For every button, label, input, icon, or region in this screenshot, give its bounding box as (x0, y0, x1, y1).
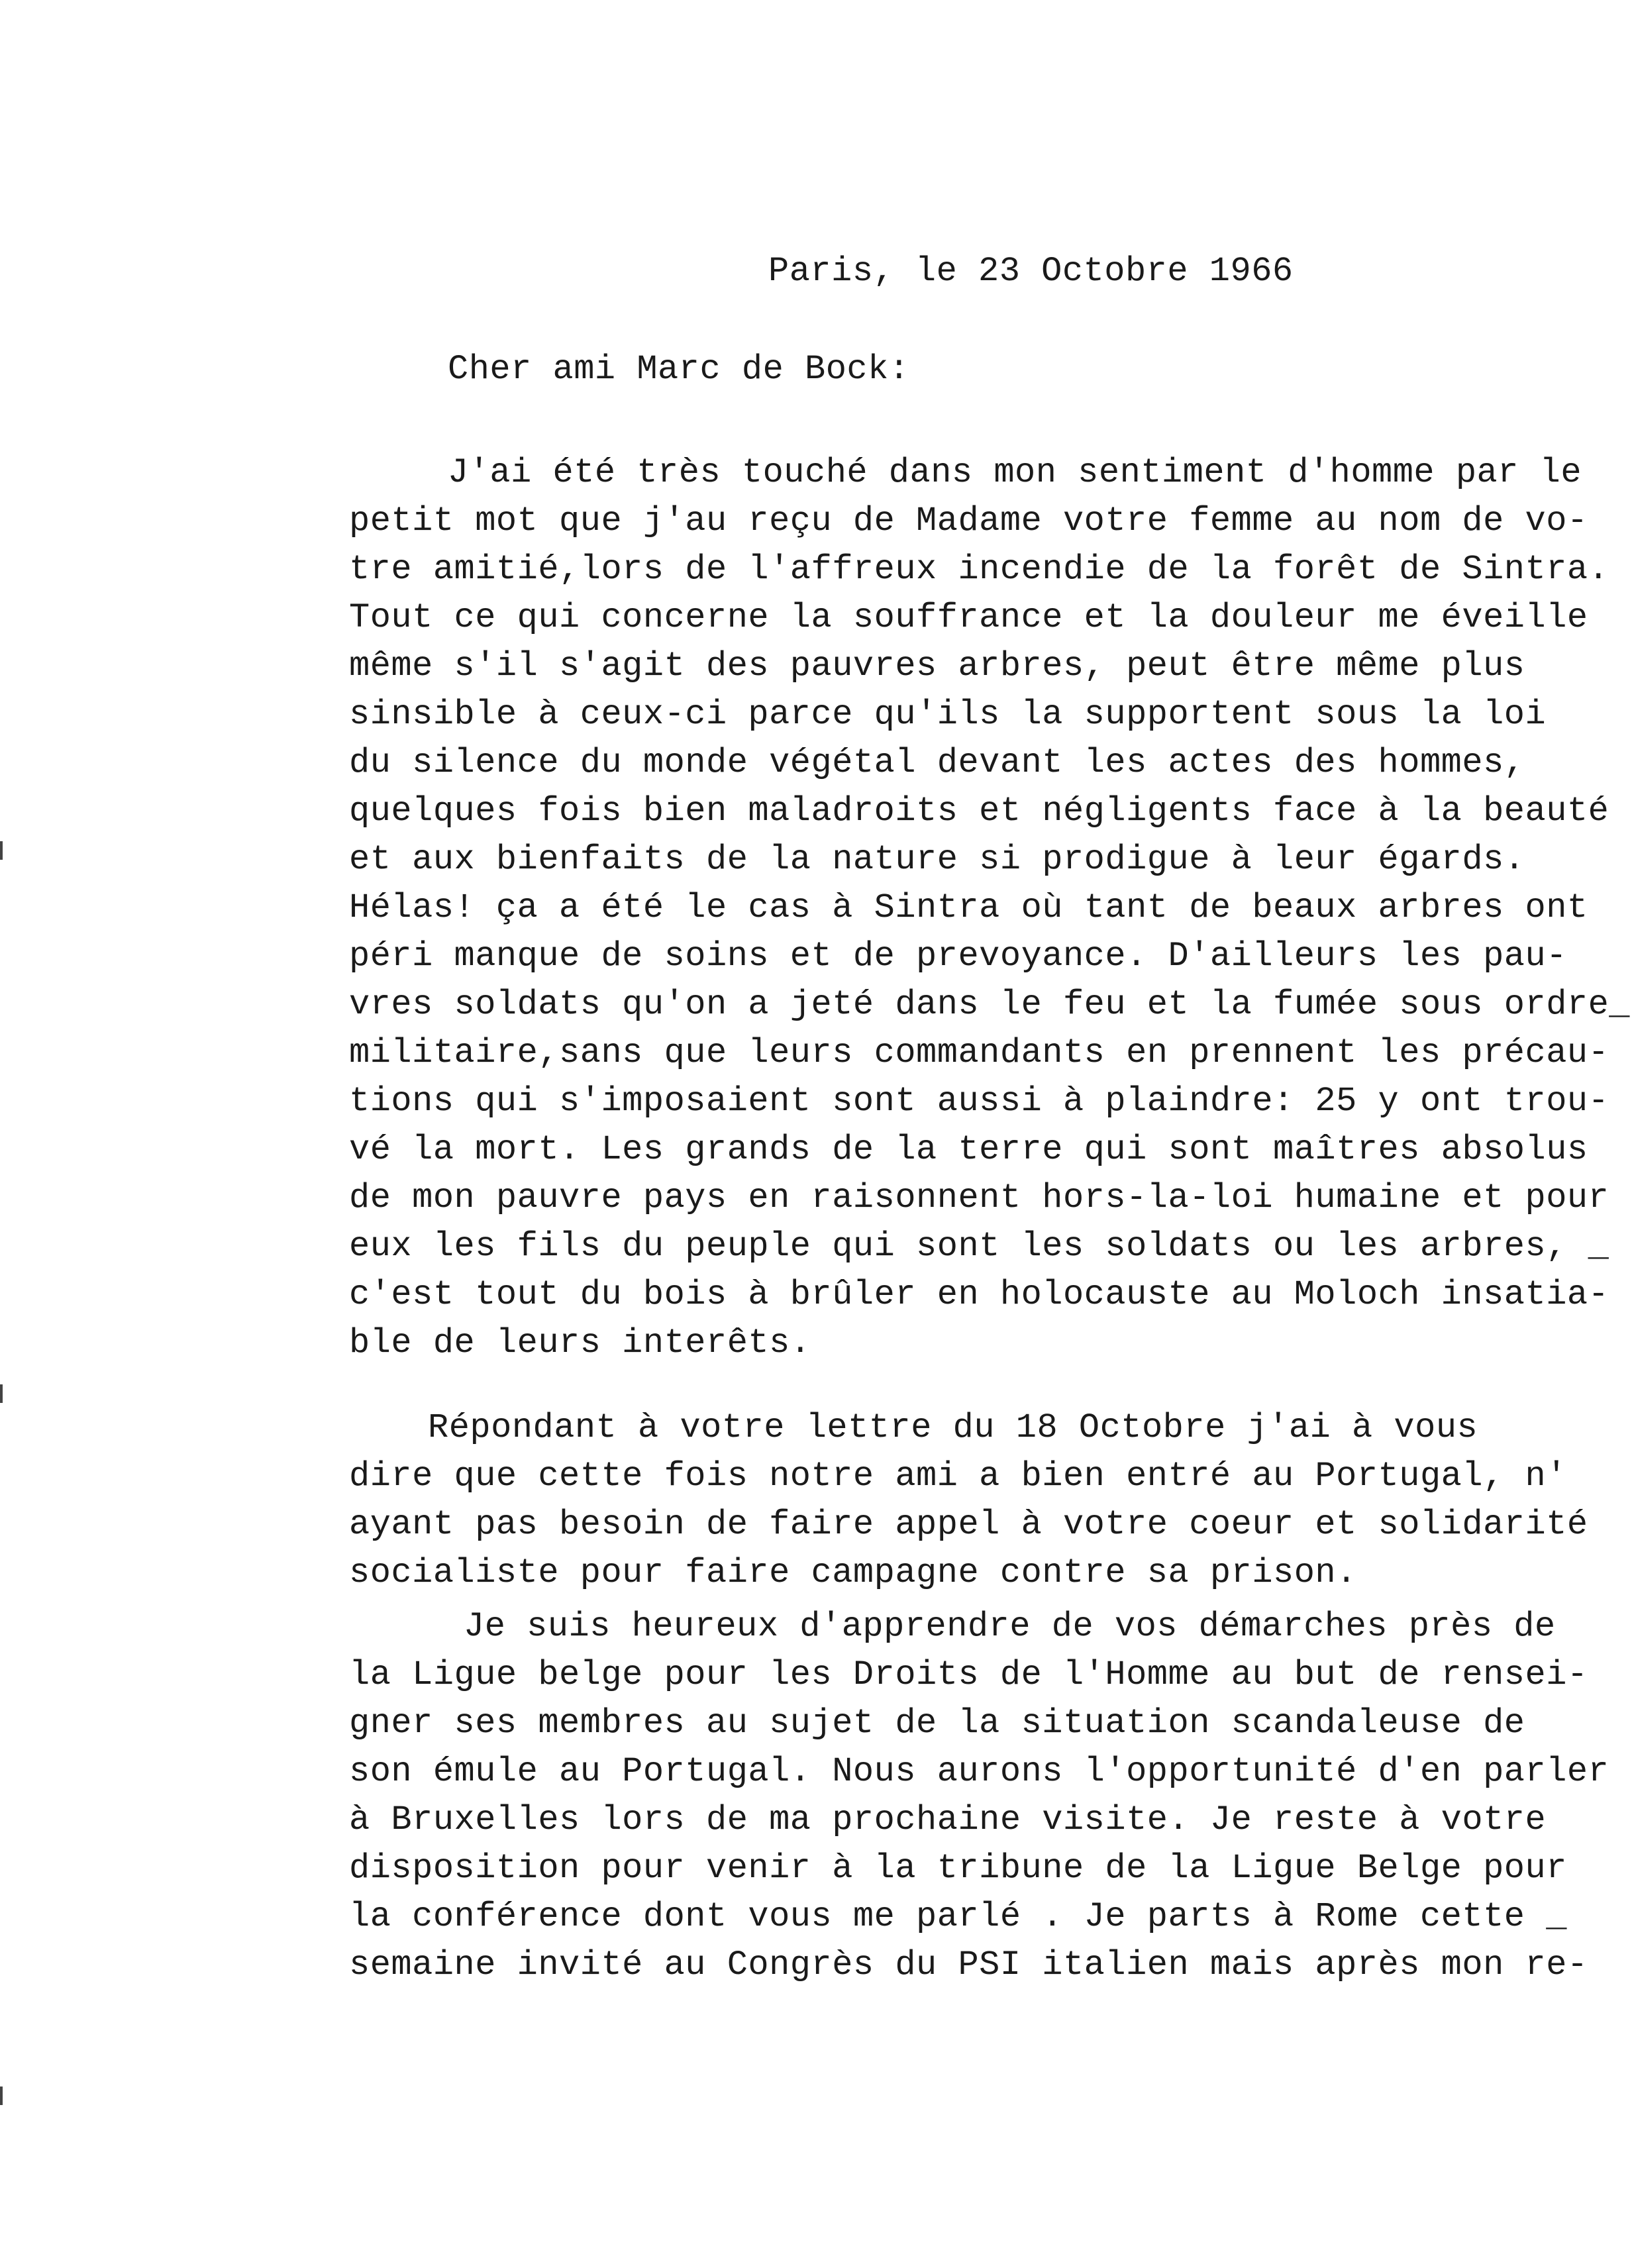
letter-line: tions qui s'imposaient sont aussi à plaindre: 25 y ont trou- (349, 1082, 1609, 1121)
letter-line: même s'il s'agit des pauvres arbres, peut être même plus (349, 646, 1525, 686)
letter-line: eux les fils du peuple qui sont les soldats ou les arbres, _ (349, 1227, 1609, 1266)
letter-line: ble de leurs interêts. (349, 1323, 811, 1363)
letter-line: Tout ce qui concerne la souffrance et la douleur me éveille (349, 598, 1588, 637)
letter-line: semaine invité au Congrès du PSI italien mais après mon re- (349, 1945, 1588, 1984)
letter-line: péri manque de soins et de prevoyance. D'ailleurs les pau- (349, 937, 1567, 976)
letter-line: quelques fois bien maladroits et négligents face à la beauté (349, 792, 1609, 831)
letter-line: vres soldats qu'on a jeté dans le feu et la fumée sous ordre_ (349, 985, 1631, 1024)
letter-line: petit mot que j'au reçu de Madame votre femme au nom de vo- (349, 501, 1588, 541)
letter-line: dire que cette fois notre ami a bien entré au Portugal, n' (349, 1457, 1567, 1496)
margin-mark (0, 1384, 3, 1403)
letter-line: du silence du monde végétal devant les actes des hommes, (349, 743, 1525, 782)
letter-line: Répondant à votre lettre du 18 Octobre j'ai à vous (428, 1408, 1478, 1447)
letter-line: vé la mort. Les grands de la terre qui sont maîtres absolus (349, 1130, 1588, 1169)
letter-line: J'ai été très touché dans mon sentiment d'homme par le (448, 453, 1582, 492)
letter-salutation: Cher ami Marc de Bock: (448, 350, 910, 389)
letter-line: disposition pour venir à la tribune de la Ligue Belge pour (349, 1849, 1567, 1888)
letter-line: ayant pas besoin de faire appel à votre coeur et solidarité (349, 1505, 1588, 1544)
margin-mark (0, 2087, 3, 2105)
letter-line: sinsible à ceux-ci parce qu'ils la supportent sous la loi (349, 695, 1547, 734)
letter-line: tre amitié,lors de l'affreux incendie de la forêt de Sintra. (349, 550, 1609, 589)
letter-line: Je suis heureux d'apprendre de vos démarches près de (464, 1607, 1556, 1646)
letter-line: socialiste pour faire campagne contre sa prison. (349, 1553, 1357, 1592)
letter-line: gner ses membres au sujet de la situation scandaleuse de (349, 1704, 1525, 1743)
letter-line: la conférence dont vous me parlé . Je parts à Rome cette _ (349, 1897, 1567, 1936)
letter-line: son émule au Portugal. Nous aurons l'opportunité d'en parler (349, 1752, 1609, 1791)
letter-line: c'est tout du bois à brûler en holocauste au Moloch insatia- (349, 1275, 1609, 1314)
letter-line: Hélas! ça a été le cas à Sintra où tant de beaux arbres ont (349, 888, 1588, 927)
letter-line: militaire,sans que leurs commandants en prennent les précau- (349, 1033, 1609, 1072)
letter-date: Paris, le 23 Octobre 1966 (768, 252, 1294, 291)
letter-line: à Bruxelles lors de ma prochaine visite. Je reste à votre (349, 1800, 1547, 1839)
margin-mark (0, 841, 3, 860)
letter-line: et aux bienfaits de la nature si prodigue à leur égards. (349, 840, 1525, 879)
letter-line: la Ligue belge pour les Droits de l'Homme au but de rensei- (349, 1655, 1588, 1694)
letter-line: de mon pauvre pays en raisonnent hors-la-loi humaine et pour (349, 1178, 1609, 1217)
